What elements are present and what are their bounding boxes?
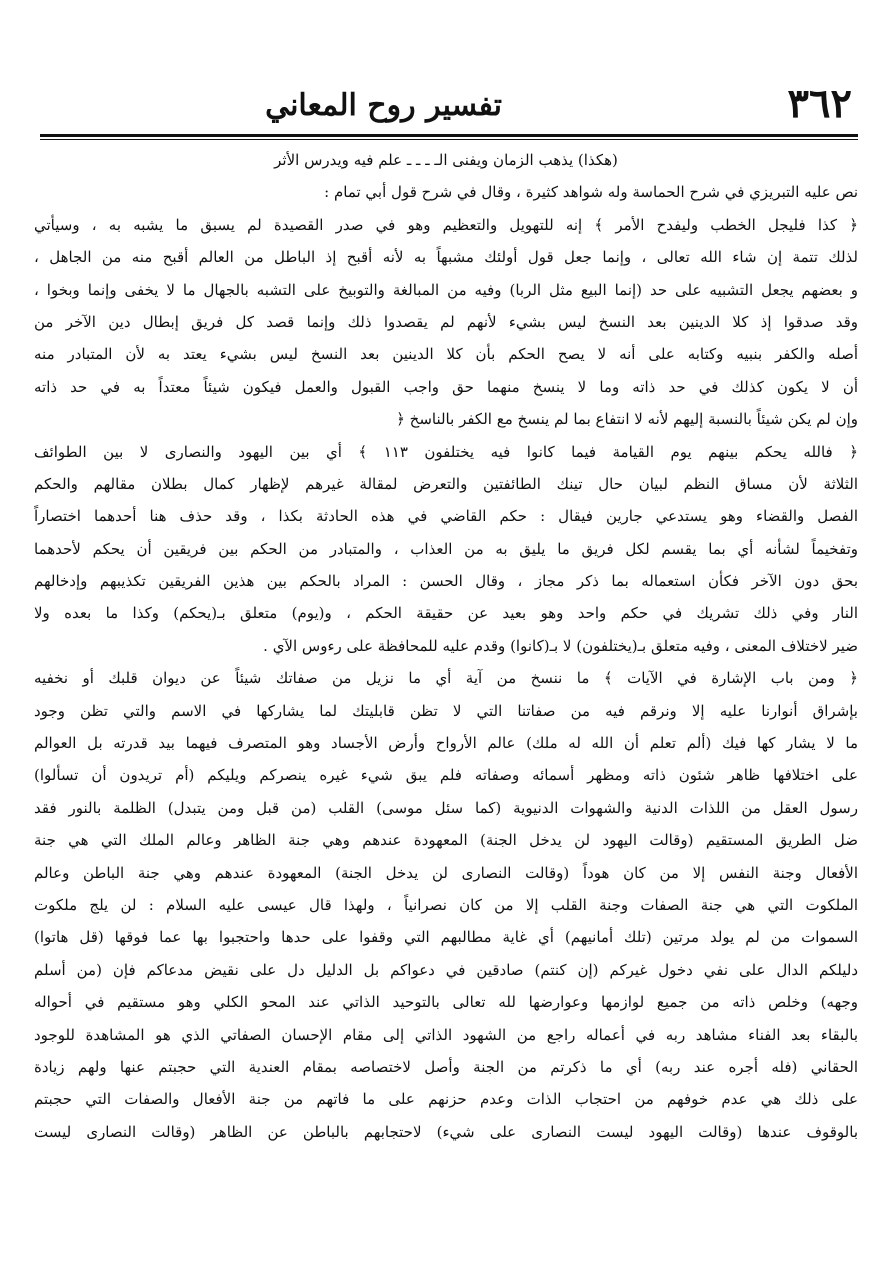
text-line: ما لا يشار كها فيك (ألم تعلم أن الله له ملك) عالم الأرواح وأرض الأجساد وهو المتصرف فيهما بيد قدرته بل العوالم <box>34 734 858 753</box>
text-line: ضير لاختلاف المعنى ، وفيه متعلق بـ(يختلفون) لا بـ(كانوا) وقدم عليه للمحافظة على رءوس الآي . <box>263 636 858 655</box>
text-line: على ذلك هي عدم خوفهم من احتجاب الذات وعدم حزنهم على ما فاتهم من جنة الأفعال والصفات التي حجبتم <box>34 1090 858 1109</box>
text-line: وقد صدقوا إذ كلا الدينين بعد النسخ ليس بشيء لأنهم لم يقصدوا ذلك وإنما قصد كل فريق إبطال دين الآخر من <box>34 312 858 331</box>
text-line: بإشراق أنوارنا عليه إلا ونرقم فيه من صفاتنا التي لا تظن قابليتك لما يشاركها في الاسم والتي تظن وجود <box>34 701 858 720</box>
text-line: بالبقاء بعد الفناء مشاهد ربه في أعماله راجع من الشهود الذاتي إلى مقام الإحسان الصفاتي الذي هو المشاهدة للوجود <box>34 1025 858 1044</box>
text-line: على اختلافها ظاهر شئون ذاته ومظهر أسمائه وصفاته فلم يبق شيء غيره ينصركم ويليكم (أم تريدون أن تسألوا) <box>34 766 858 785</box>
text-line: دليلكم الدال على نفي دخول غيركم (إن كنتم) صادقين في دعواكم بل الدليل دل على نقيض مدعاكم فإن (من أسلم <box>34 960 858 979</box>
text-line: وإن لم يكن شيئاً بالنسبة إليهم لأنه لا انتفاع بما لم ينسخ مع الكفر بالناسخ ﴿ <box>396 410 858 429</box>
text-line: الثلاثة لأن مساق النظم لبيان حال تينك الطائفتين والتعرض لمقالة غيرهم لإظهار كمال بطلان مقالهم والحكم <box>34 474 858 493</box>
text-line: ﴿ فالله يحكم بينهم يوم القيامة فيما كانوا فيه يختلفون ١١٣ ﴾ أي بين اليهود والنصارى لا بين الطوائف <box>34 442 858 461</box>
text-line: و بعضهم يجعل التشبيه على حد (إنما البيع مثل الربا) وفيه من المبالغة والتوبيخ على التشبه بالجهال ما لا يخفى وإنما وبخوا ، <box>34 280 858 299</box>
text-line: الأفعال وجنة النفس إلا من كان هوداً (وقالت النصارى لن يدخل الجنة) المعهودة عندهم وهي جنة الباطن وعالم <box>34 863 858 882</box>
text-line: أصله والكفر بنبيه وكتابه على أنه لا يصح الحكم بأن كلا الدينين بعد النسخ ليس بشيء يعتد به لأن المتبادر منه <box>34 345 858 364</box>
running-title: تفسير روح المعاني <box>265 88 502 123</box>
text-line: رسول العقل من اللذات الدنية والشهوات الدنيوية (كما سئل موسى) القلب (من قبل ومن يتبدل) الظلمة بالنور فقد <box>34 798 858 817</box>
header-rule-thin <box>40 139 858 140</box>
text-line: الملكوت التي هي جنة الصفات وجنة القلب إلا من كان نصرانياً ، ولهذا قال عيسى عليه السلام : لن يلج ملكوت <box>34 895 858 914</box>
page-header <box>40 78 852 138</box>
text-line: الحقاني (فله أجره عند ربه) أي ما ذكرتم من الجنة وأصل لاختصاصه بمقام العندية التي حجبتم عنها ولهم زيادة <box>34 1057 858 1076</box>
header-rule <box>40 134 858 137</box>
text-line: أن لا يكون كذلك في حد ذاته وما لا ينسخ منهما حق واجب القبول والعمل فيكون شيئاً معتداً به في حد ذاته <box>34 377 858 396</box>
text-line: (هكذا) يذهب الزمان ويفنى الـ ـ ـ ـ علم فيه ويدرس الأثر <box>274 151 618 169</box>
page-number: ٣٦٢ <box>787 80 852 127</box>
text-line: بالوقوف عندها (وقالت اليهود ليست النصارى على شيء) لاحتجابهم بالباطن عن الظاهر (وقالت النصارى ليست <box>34 1122 858 1141</box>
text-line: لذلك تتمة إن شاء الله تعالى ، وإنما جعل قول أولئك مشبهاً به لأنه أقبح إذ الباطل من العالم أقبح منه من الجاهل ، <box>34 248 858 267</box>
text-line: ﴿ ومن باب الإشارة في الآيات ﴾ ما ننسخ من آية أي ما نزيل من صفاتك شيئاً عن ديوان قلبك أو نخفيه <box>34 669 858 688</box>
text-line: نص عليه التبريزي في شرح الحماسة وله شواهد كثيرة ، وقال في شرح قول أبي تمام : <box>324 183 858 202</box>
body-text <box>34 144 858 1247</box>
text-line: وتفخيماً لشأنه أي بما يقسم لكل فريق ما يليق به من العذاب ، والمتبادر من الحكم بين فريقين أن يحكم لأحدهما <box>34 539 858 558</box>
text-line: النار وفي ذلك تشريك في حكم واحد وهو بعيد عن حقيقة الحكم ، و(يوم) متعلق بـ(يحكم) وكذا ما بعده ولا <box>34 604 858 623</box>
text-line: ﴿ كذا فليجل الخطب وليفدح الأمر ﴾ إنه للتهويل والتعظيم وهو في صدر القصيدة لم يسبق ما يشبه به ، وسيأتي <box>34 215 858 234</box>
text-line: الفصل والقضاء وهو يستدعي جارين فيقال : حكم القاضي في هذه الحادثة بكذا ، وقد حذف هنا أحدهما اختصاراً <box>34 507 858 526</box>
text-line: ضل الطريق المستقيم (وقالت اليهود لن يدخل الجنة) المعهودة عندهم وهي جنة الظاهر وعالم الملك التي هي جنة <box>34 831 858 850</box>
text-line: وجهه) وخلص ذاته من جميع لوازمها وعوارضها لله تعالى بالتوحيد الذاتي عند المحو الكلي وهو مستقيم في أحواله <box>34 993 858 1012</box>
text-line: السموات من لم يولد مرتين (تلك أمانيهم) أي غاية مطالبهم التي وقفوا على حدها واحتجبوا بها عما فوقها (قل هاتوا) <box>34 928 858 947</box>
text-line: بحق دون الآخر فكأن استعماله بما ذكر مجاز ، وقال الحسن : المراد بالحكم بين هذين الفريقين تكذيبهم وإدخالهم <box>34 572 858 591</box>
